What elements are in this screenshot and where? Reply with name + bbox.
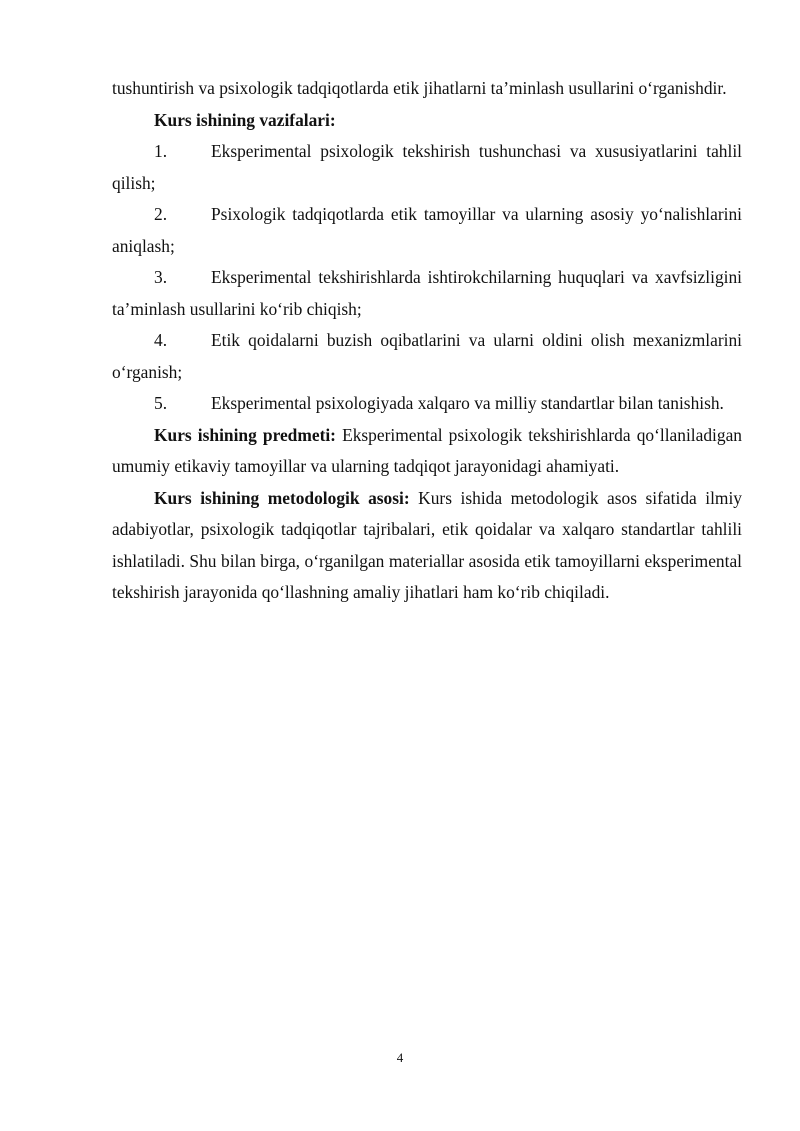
task-number: 3.	[154, 267, 168, 287]
task-number: 5.	[154, 393, 168, 413]
tasks-heading-label: Kurs ishining vazifalari:	[154, 109, 336, 130]
task-item-2	[112, 199, 742, 262]
intro-paragraph: tushuntirish va psixologik tadqiqotlarda etik jihatlarni ta’minlash usullarini o‘rganishdir.	[112, 78, 727, 98]
subject-label: Kurs ishining predmeti:	[154, 424, 336, 445]
subject-paragraph	[112, 420, 742, 483]
task-text: Eksperimental tekshirishlarda ishtirokchilarning huquqlari va xavfsizligini ta’minlash usullarini ko‘rib chiqish;	[112, 267, 742, 319]
task-text: Psixologik tadqiqotlarda etik tamoyillar va ularning asosiy yo‘nalishlarini aniqlash;	[112, 204, 742, 256]
task-text: Eksperimental psixologik tekshirish tushunchasi va xususiyatlarini tahlil qilish;	[112, 141, 742, 193]
task-text: Etik qoidalarni buzish oqibatlarini va ularni oldini olish mexanizmlarini o‘rganish;	[112, 330, 742, 382]
tasks-heading	[112, 105, 742, 137]
task-number: 1.	[154, 141, 168, 161]
methodology-label: Kurs ishining metodologik asosi:	[154, 487, 410, 508]
subject-text: Eksperimental psixologik tekshirishlarda qo‘llaniladigan umumiy etikaviy tamoyillar va ularning tadqiqot jarayonidagi ahamiyati.	[112, 424, 742, 476]
task-item-3	[112, 262, 742, 325]
task-item-5	[112, 388, 742, 420]
task-item-4	[112, 325, 742, 388]
methodology-text: Kurs ishida metodologik asos sifatida ilmiy adabiyotlar, psixologik tadqiqotlar tajribalari, etik qoidalar va xalqaro standartlar tahlili ishlatiladi. Shu bilan birga, o‘rganilgan materiallar asosida etik tamoyillarni eksperimental tekshirish jarayonida qo‘llashning amaliy jihatlari ham ko‘rib chiqiladi.	[112, 487, 742, 602]
page-number: 4	[396, 1050, 404, 1065]
task-item-1	[112, 136, 742, 199]
page-body	[112, 73, 742, 609]
task-number: 2.	[154, 204, 168, 224]
task-text: Eksperimental psixologiyada xalqaro va milliy standartlar bilan tanishish.	[211, 393, 724, 413]
task-number: 4.	[154, 330, 168, 350]
methodology-paragraph	[112, 483, 742, 609]
